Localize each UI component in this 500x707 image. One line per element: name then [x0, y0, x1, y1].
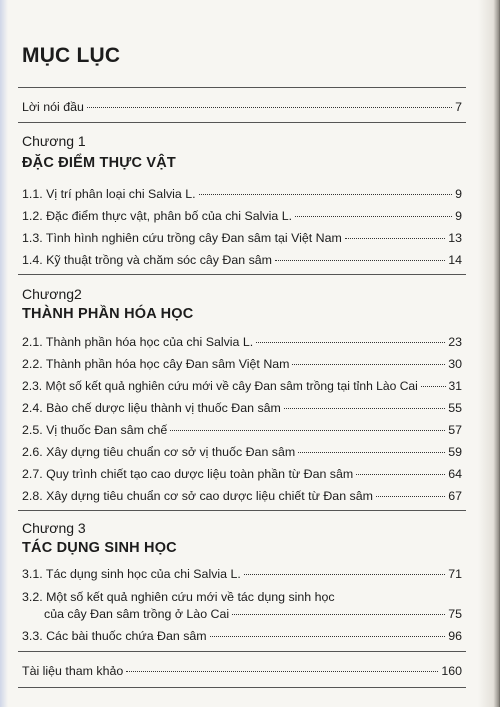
toc-entry-1-1[interactable] — [22, 187, 462, 202]
leader-dots — [292, 364, 445, 365]
toc-entry-2-6[interactable] — [22, 445, 462, 460]
divider — [18, 122, 466, 123]
toc-entry-3-2-line2[interactable] — [22, 607, 462, 622]
toc-entry-1-2[interactable] — [22, 209, 462, 224]
toc-entry-label: 2.2. Thành phần hóa học cây Đan sâm Việt Nam — [22, 357, 290, 371]
toc-entry-label: 1.3. Tình hình nghiên cứu trồng cây Đan sâm tại Việt Nam — [22, 231, 342, 245]
chapter-1-title: ĐẶC ĐIỂM THỰC VẬT — [22, 155, 176, 171]
toc-entry-label: 2.8. Xây dựng tiêu chuẩn cơ sở cao dược liệu chiết từ Đan sâm — [22, 489, 373, 503]
leader-dots — [256, 342, 445, 343]
toc-entry-label: 1.1. Vị trí phân loại chi Salvia L. — [22, 187, 196, 201]
chapter-3-title: TÁC DỤNG SINH HỌC — [22, 540, 177, 556]
chapter-2-title: THÀNH PHẦN HÓA HỌC — [22, 306, 194, 322]
book-spine-edge — [478, 0, 500, 707]
toc-entry-3-3[interactable] — [22, 629, 462, 644]
toc-entry-label: 2.6. Xây dựng tiêu chuẩn cơ sở vị thuốc Đan sâm — [22, 445, 296, 459]
divider — [18, 274, 466, 275]
toc-entry-1-4[interactable] — [22, 253, 462, 268]
toc-entry-page: 96 — [448, 629, 462, 643]
toc-entry-label: Lời nói đầu — [22, 100, 84, 114]
leader-dots — [87, 107, 452, 108]
toc-entry-2-2[interactable] — [22, 357, 462, 372]
toc-entry-page: 75 — [448, 607, 462, 621]
toc-entry-2-4[interactable] — [22, 401, 462, 416]
toc-entry-label: 3.1. Tác dụng sinh học của chi Salvia L. — [22, 567, 241, 581]
chapter-1-label: Chương 1 — [22, 133, 86, 149]
leader-dots — [376, 496, 445, 497]
toc-entry-page: 9 — [455, 187, 462, 201]
leader-dots — [298, 452, 445, 453]
toc-entry-label: Tài liệu tham khảo — [22, 664, 124, 678]
toc-entry-page: 31 — [448, 379, 462, 393]
leader-dots — [275, 260, 445, 261]
toc-entry-page: 9 — [455, 209, 462, 223]
toc-entry-2-7[interactable] — [22, 467, 462, 482]
leader-dots — [244, 574, 445, 575]
toc-entry-label: 2.5. Vị thuốc Đan sâm chế — [22, 423, 168, 437]
leader-dots — [295, 216, 452, 217]
toc-entry-page: 23 — [448, 335, 462, 349]
page-edge-shadow — [0, 0, 8, 707]
toc-entry-page: 7 — [455, 100, 462, 114]
divider — [18, 87, 466, 88]
toc-entry-page: 59 — [448, 445, 462, 459]
leader-dots — [199, 194, 453, 195]
toc-entry-2-5[interactable] — [22, 423, 462, 438]
leader-dots — [170, 430, 445, 431]
toc-entry-page: 55 — [448, 401, 462, 415]
toc-entry-3-2-line1[interactable] — [22, 590, 462, 605]
divider — [18, 687, 466, 688]
toc-entry-label: 2.1. Thành phần hóa học của chi Salvia L. — [22, 335, 254, 349]
toc-entry-label: 3.3. Các bài thuốc chứa Đan sâm — [22, 629, 207, 643]
toc-entry-page: 71 — [448, 567, 462, 581]
toc-entry-label: 1.2. Đặc điểm thực vật, phân bố của chi Salvia L. — [22, 209, 293, 223]
leader-dots — [126, 671, 438, 672]
toc-entry-3-1[interactable] — [22, 567, 462, 582]
leader-dots — [232, 614, 445, 615]
toc-entry-page: 14 — [448, 253, 462, 267]
toc-entry-page: 13 — [448, 231, 462, 245]
toc-entry-preface[interactable] — [22, 100, 462, 115]
toc-entry-2-8[interactable] — [22, 489, 462, 504]
toc-entry-label: 2.4. Bào chế dược liệu thành vị thuốc Đan sâm — [22, 401, 281, 415]
toc-entry-label: 3.2. Một số kết quả nghiên cứu mới về tác dụng sinh học — [22, 590, 335, 604]
toc-entry-page: 30 — [448, 357, 462, 371]
toc-entry-1-3[interactable] — [22, 231, 462, 246]
leader-dots — [284, 408, 445, 409]
toc-entry-2-1[interactable] — [22, 335, 462, 350]
toc-entry-label: 2.7. Quy trình chiết tạo cao dược liệu toàn phần từ Đan sâm — [22, 467, 354, 481]
leader-dots — [356, 474, 445, 475]
divider — [18, 510, 466, 511]
chapter-3-label: Chương 3 — [22, 520, 86, 536]
leader-dots — [345, 238, 445, 239]
chapter-2-label: Chương2 — [22, 286, 82, 302]
toc-entry-page: 160 — [441, 664, 462, 678]
toc-entry-page: 64 — [448, 467, 462, 481]
toc-entry-label: của cây Đan sâm trồng ở Lào Cai — [44, 607, 230, 621]
toc-entry-label: 1.4. Kỹ thuật trồng và chăm sóc cây Đan sâm — [22, 253, 272, 267]
toc-entry-page: 67 — [448, 489, 462, 503]
leader-dots — [210, 636, 446, 637]
leader-dots — [421, 386, 446, 387]
page-title: MỤC LỤC — [22, 44, 121, 67]
toc-entry-references[interactable] — [22, 664, 462, 679]
toc-entry-2-3[interactable] — [22, 379, 462, 394]
toc-entry-label: 2.3. Một số kết quả nghiên cứu mới về cây Đan sâm trồng tại tỉnh Lào Cai — [22, 379, 418, 393]
toc-entry-page: 57 — [448, 423, 462, 437]
divider — [18, 651, 466, 652]
